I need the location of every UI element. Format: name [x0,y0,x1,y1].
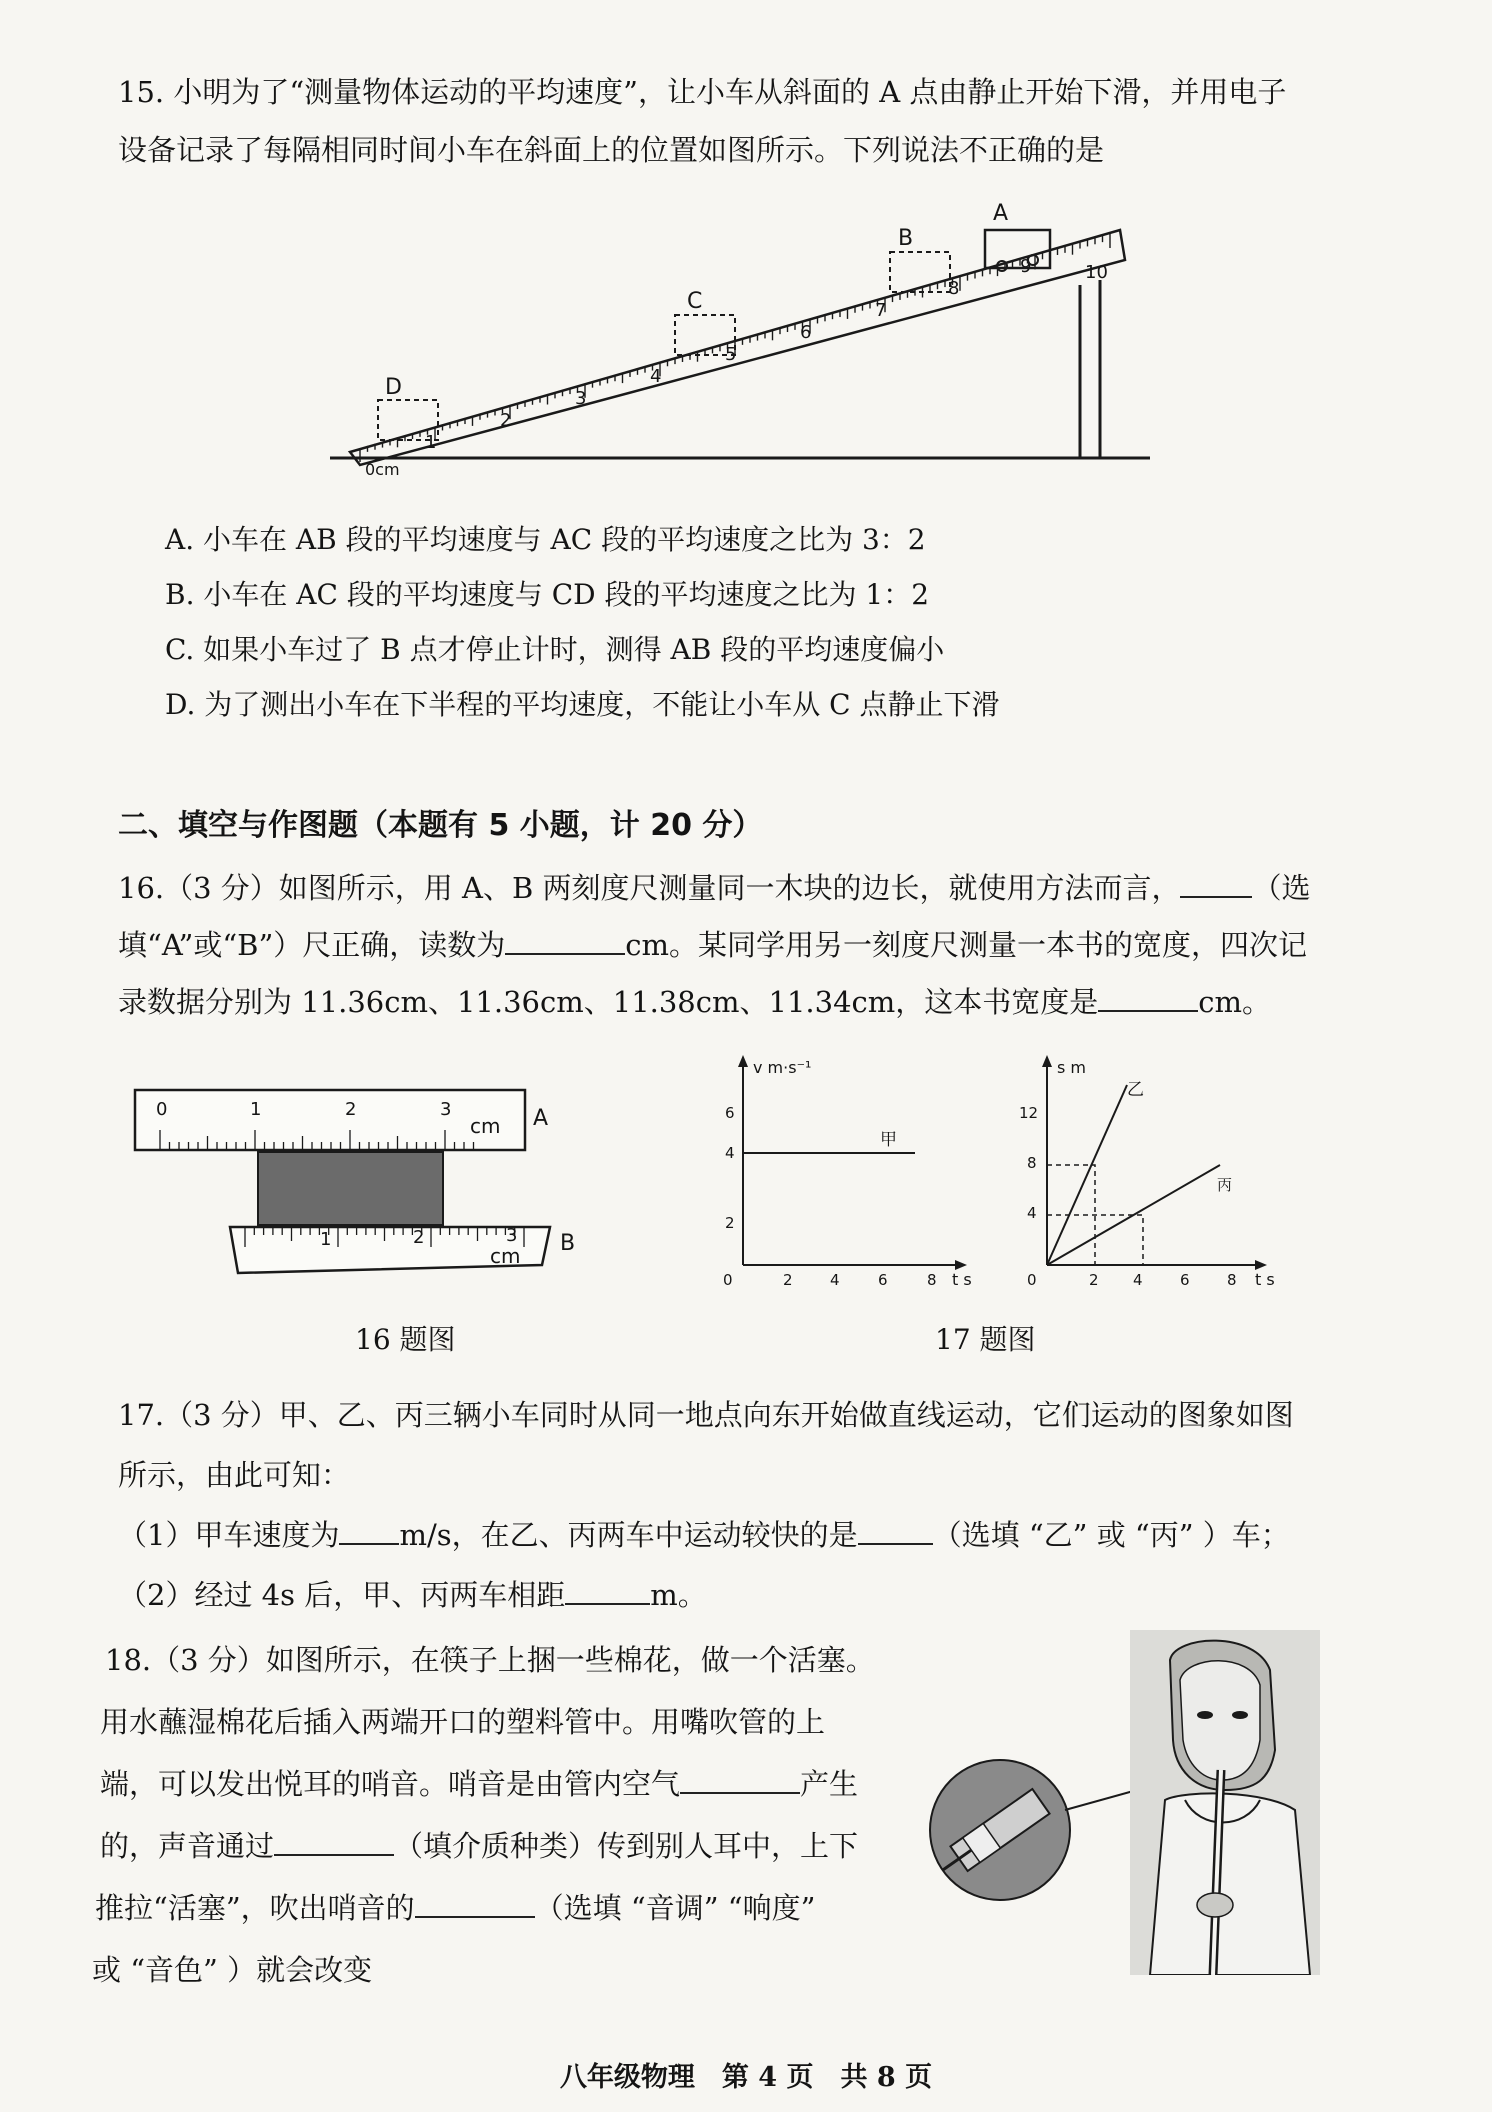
vt-xtick: 4 [830,1271,840,1285]
ruler-A [135,1090,525,1150]
scale-number: 5 [725,344,737,365]
ruler-number: 2 [345,1099,357,1120]
answer-blank[interactable] [339,1517,399,1545]
q17-text: m。 [650,1578,707,1612]
figure16-caption: 16 题图 [355,1323,456,1356]
answer-blank[interactable] [415,1890,535,1918]
scale-number: 4 [650,366,662,387]
ruler-number: 3 [440,1099,452,1120]
st-xlabel: t s [1255,1270,1275,1285]
scale-number: 10 [1085,262,1108,283]
q18-text: （填介质种类）传到别人耳中，上下 [394,1829,859,1863]
incline-figure [330,190,1160,490]
q18-line5 [95,1888,815,1928]
st-xtick: 4 [1133,1271,1143,1285]
q16-text: 填“A”或“B”）尺正确，读数为 [118,928,506,962]
q16-text: 录数据分别为 11.36cm、11.36cm、11.38cm、11.34cm，这本书宽度是 [118,985,1099,1019]
q18-line6: 或 “音色” ）就会改变 [92,1953,373,1987]
q18-text: 端，可以发出悦耳的哨音。哨音是由管内空气 [100,1767,681,1801]
ruler-number: 2 [413,1227,425,1248]
q17-line4 [118,1575,707,1615]
scale-number: 1 [425,432,437,453]
page-footer: 八年级物理 第 4 页 共 8 页 [559,2062,933,2093]
q15-option-a: A. 小车在 AB 段的平均速度与 AC 段的平均速度之比为 3：2 [165,523,926,556]
ruler-number: 0 [156,1099,168,1120]
ruler-number: 1 [320,1229,332,1250]
st-xtick: 0 [1027,1271,1037,1285]
vt-line-label: 甲 [880,1130,897,1150]
q18-line1: 18.（3 分）如图所示，在筷子上捆一些棉花，做一个活塞。 [105,1643,875,1677]
q17-text: m/s，在乙、丙两车中运动较快的是 [399,1518,858,1552]
figure17-caption: 17 题图 [935,1323,1036,1356]
st-xtick: 2 [1089,1271,1099,1285]
q17-line3 [118,1515,1290,1555]
q15-option-b: B. 小车在 AC 段的平均速度与 CD 段的平均速度之比为 1：2 [165,578,930,611]
scale-number: 3 [575,388,587,409]
q17-text: （1）甲车速度为 [118,1518,340,1552]
q18-text: 产生 [800,1767,859,1801]
st-xtick: 6 [1180,1271,1190,1285]
q16-text: cm。 [1198,985,1272,1019]
answer-blank[interactable] [1180,870,1252,898]
scale-number: 2 [500,410,512,431]
q17-text: （2）经过 4s 后，甲、丙两车相距 [118,1578,566,1612]
vt-ylabel: v m·s⁻¹ [753,1058,812,1077]
scale-number: 9 [1020,256,1032,277]
whistle-illustration [925,1630,1325,1975]
cart-A [985,230,1050,268]
point-label-C: C [687,289,703,314]
ruler-figure [130,1085,650,1305]
q16-text: cm。某同学用另一刻度尺测量一本书的宽度，四次记 [625,928,1308,962]
st-graph [1005,1055,1285,1285]
zero-label: 0cm [365,460,400,479]
vt-xtick: 0 [723,1271,733,1285]
q17-line2: 所示，由此可知： [118,1458,351,1492]
wood-block [258,1152,443,1225]
vt-xlabel: t s [952,1270,972,1285]
st-series-label: 乙 [1127,1080,1144,1100]
answer-blank[interactable] [274,1828,394,1856]
q15-line2: 设备记录了每隔相同时间小车在斜面上的位置如图所示。下列说法不正确的是 [118,133,1105,167]
q18-text: 的，声音通过 [100,1829,275,1863]
st-line-bing [1047,1165,1220,1265]
st-xtick: 8 [1227,1271,1237,1285]
q15-option-d: D. 为了测出小车在下半程的平均速度，不能让小车从 C 点静止下滑 [165,688,1000,721]
point-label-B: B [898,226,914,251]
answer-blank[interactable] [565,1577,650,1605]
cart-B [890,252,950,292]
q16-text: 16.（3 分）如图所示，用 A、B 两刻度尺测量同一木块的边长，就使用方法而言， [118,871,1181,905]
st-line-yi [1047,1085,1127,1265]
st-ytick: 12 [1019,1104,1039,1122]
point-label-A: A [993,201,1009,226]
q16-line3 [118,982,1271,1022]
q18-text: 推拉“活塞”，吹出哨音的 [95,1891,415,1925]
answer-blank[interactable] [680,1766,800,1794]
ruler-number: 1 [250,1099,262,1120]
q18-line4 [100,1826,858,1866]
vt-ytick: 2 [725,1214,735,1232]
st-ylabel: s m [1057,1058,1087,1077]
vt-ytick: 6 [725,1104,735,1122]
ruler-name-B: B [560,1231,576,1256]
st-series-label: 丙 [1217,1176,1233,1194]
vt-ytick: 4 [725,1144,735,1162]
st-ytick: 4 [1027,1204,1037,1222]
vt-graph [715,1055,980,1285]
scale-number: 7 [875,300,887,321]
q16-line2 [118,925,1307,965]
q16-line1 [118,868,1311,908]
scale-number: 8 [948,278,960,299]
ruler-unit: cm [470,1114,501,1138]
point-label-D: D [385,375,402,400]
ruler-number: 3 [506,1225,518,1246]
scale-number: 6 [800,322,812,343]
q18-line3 [100,1764,858,1804]
q16-text: （选 [1252,871,1311,905]
vt-xtick: 2 [783,1271,793,1285]
answer-blank[interactable] [858,1517,933,1545]
section-title: 二、填空与作图题（本题有 5 小题，计 20 分） [118,808,763,843]
incline-scale-numbers [365,256,1108,479]
ruler-name-A: A [533,1106,549,1131]
q15-option-c: C. 如果小车过了 B 点才停止计时，测得 AB 段的平均速度偏小 [165,633,945,666]
ruler-unit: cm [490,1244,521,1268]
answer-blank[interactable] [1098,984,1198,1012]
q15-line1: 15. 小明为了“测量物体运动的平均速度”，让小车从斜面的 A 点由静止开始下滑，并用电子 [118,75,1287,109]
st-ytick: 8 [1027,1154,1037,1172]
q18-line2: 用水蘸湿棉花后插入两端开口的塑料管中。用嘴吹管的上 [100,1705,826,1739]
vt-xtick: 8 [927,1271,937,1285]
vt-xtick: 6 [878,1271,888,1285]
answer-blank[interactable] [505,927,625,955]
q17-line1: 17.（3 分）甲、乙、丙三辆小车同时从同一地点向东开始做直线运动，它们运动的图象如图 [118,1398,1294,1432]
q17-text: （选填 “乙” 或 “丙” ）车； [932,1518,1290,1552]
q18-text: （选填 “音调” “响度” [534,1891,816,1925]
